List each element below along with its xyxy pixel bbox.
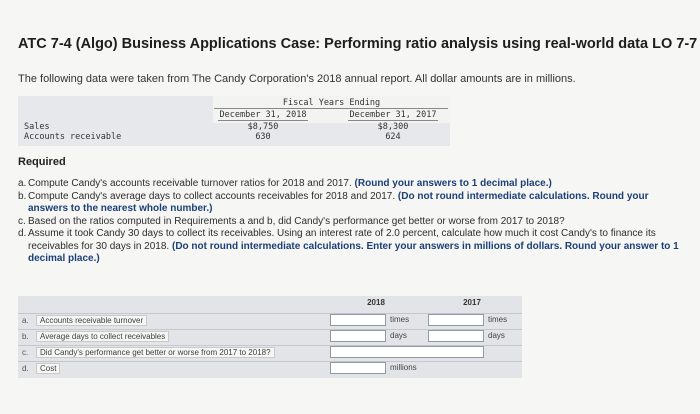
column-underline-2017 [348,120,438,121]
answer-row-b [18,329,522,342]
unit-label: times [488,315,508,324]
row-label-sales: Sales [24,122,50,132]
answer-row-letter: c. [22,348,29,357]
requirement-c [18,216,688,229]
answer-row-label: Did Candy's performance get better or worse from 2017 to 2018? [36,347,275,358]
cell-sales-2017: $8,300 [377,122,409,132]
fiscal-years-header: Fiscal Years Ending [282,98,381,108]
answer-row-label: Cost [36,363,60,374]
column-header-2018: December 31, 2018 [219,110,307,120]
answer-header-2017: 2017 [463,298,481,307]
page-title: ATC 7-4 (Algo) Business Applications Case: Performing ratio analysis using real-world data LO 7-7 [18,36,698,52]
answer-table [18,296,522,378]
answer-row-d [18,361,522,374]
turnover-2018-input[interactable] [330,314,386,326]
requirement-text: Assume it took Candy 30 days to collect its receivables. Using an interest rate of 2.0 percent, calculate how much it cost Candy's to finance its receivables for 30 days in 2018. [28,228,656,252]
cost-2018-input[interactable] [330,362,386,374]
requirement-text: Compute Candy's average days to collect accounts receivables for 2018 and 2017. [28,190,396,202]
requirement-letter: d. [18,228,27,239]
answer-row-letter: b. [22,332,29,341]
requirement-text: Compute Candy's accounts receivable turnover ratios for 2018 and 2017. [28,178,352,189]
answer-row-letter: d. [22,364,29,373]
required-heading: Required [18,156,66,168]
requirement-text: Based on the ratios computed in Requirements a and b, did Candy's performance get better or worse from 2017 to 2018? [28,215,565,227]
intro-text: The following data were taken from The Candy Corporation's 2018 annual report. All dollar amounts are in millions. [18,73,576,85]
cell-sales-2018: $8,750 [247,122,279,132]
requirement-instruction: (Round your answers to 1 decimal place.) [354,178,552,189]
row-label-accounts-receivable: Accounts receivable [24,132,122,142]
unit-label: days [488,331,505,340]
turnover-2017-input[interactable] [428,314,484,326]
answer-row-c [18,345,522,358]
answer-row-label: Average days to collect receivables [36,331,169,342]
cell-receivable-2018: 630 [255,132,271,142]
days-2017-input[interactable] [428,330,484,342]
requirement-d [18,228,688,266]
header-divider [214,108,448,109]
requirement-b [18,191,688,216]
requirement-instruction: (Do not round intermediate calculations. Round your answers to the nearest whole number.) [28,190,649,214]
requirement-letter: c. [18,215,26,227]
financial-data-table [18,96,450,146]
requirement-letter: a. [18,178,27,189]
requirement-letter: b. [18,190,27,202]
answer-header-2018: 2018 [367,298,385,307]
performance-answer-input[interactable] [330,346,484,358]
requirement-a [18,178,688,191]
unit-label: millions [390,363,417,372]
answer-row-a [18,313,522,326]
requirement-instruction: (Do not round intermediate calculations. Enter your answers in millions of dollars. Round your answer to 1 decimal place.) [28,240,679,264]
column-header-2017: December 31, 2017 [349,110,437,120]
unit-label: days [390,331,407,340]
cell-receivable-2017: 624 [385,132,401,142]
requirements-list [18,178,688,266]
column-underline-2018 [218,120,308,121]
unit-label: times [390,315,410,324]
answer-row-label: Accounts receivable turnover [36,315,147,326]
answer-row-letter: a. [22,316,29,325]
days-2018-input[interactable] [330,330,386,342]
